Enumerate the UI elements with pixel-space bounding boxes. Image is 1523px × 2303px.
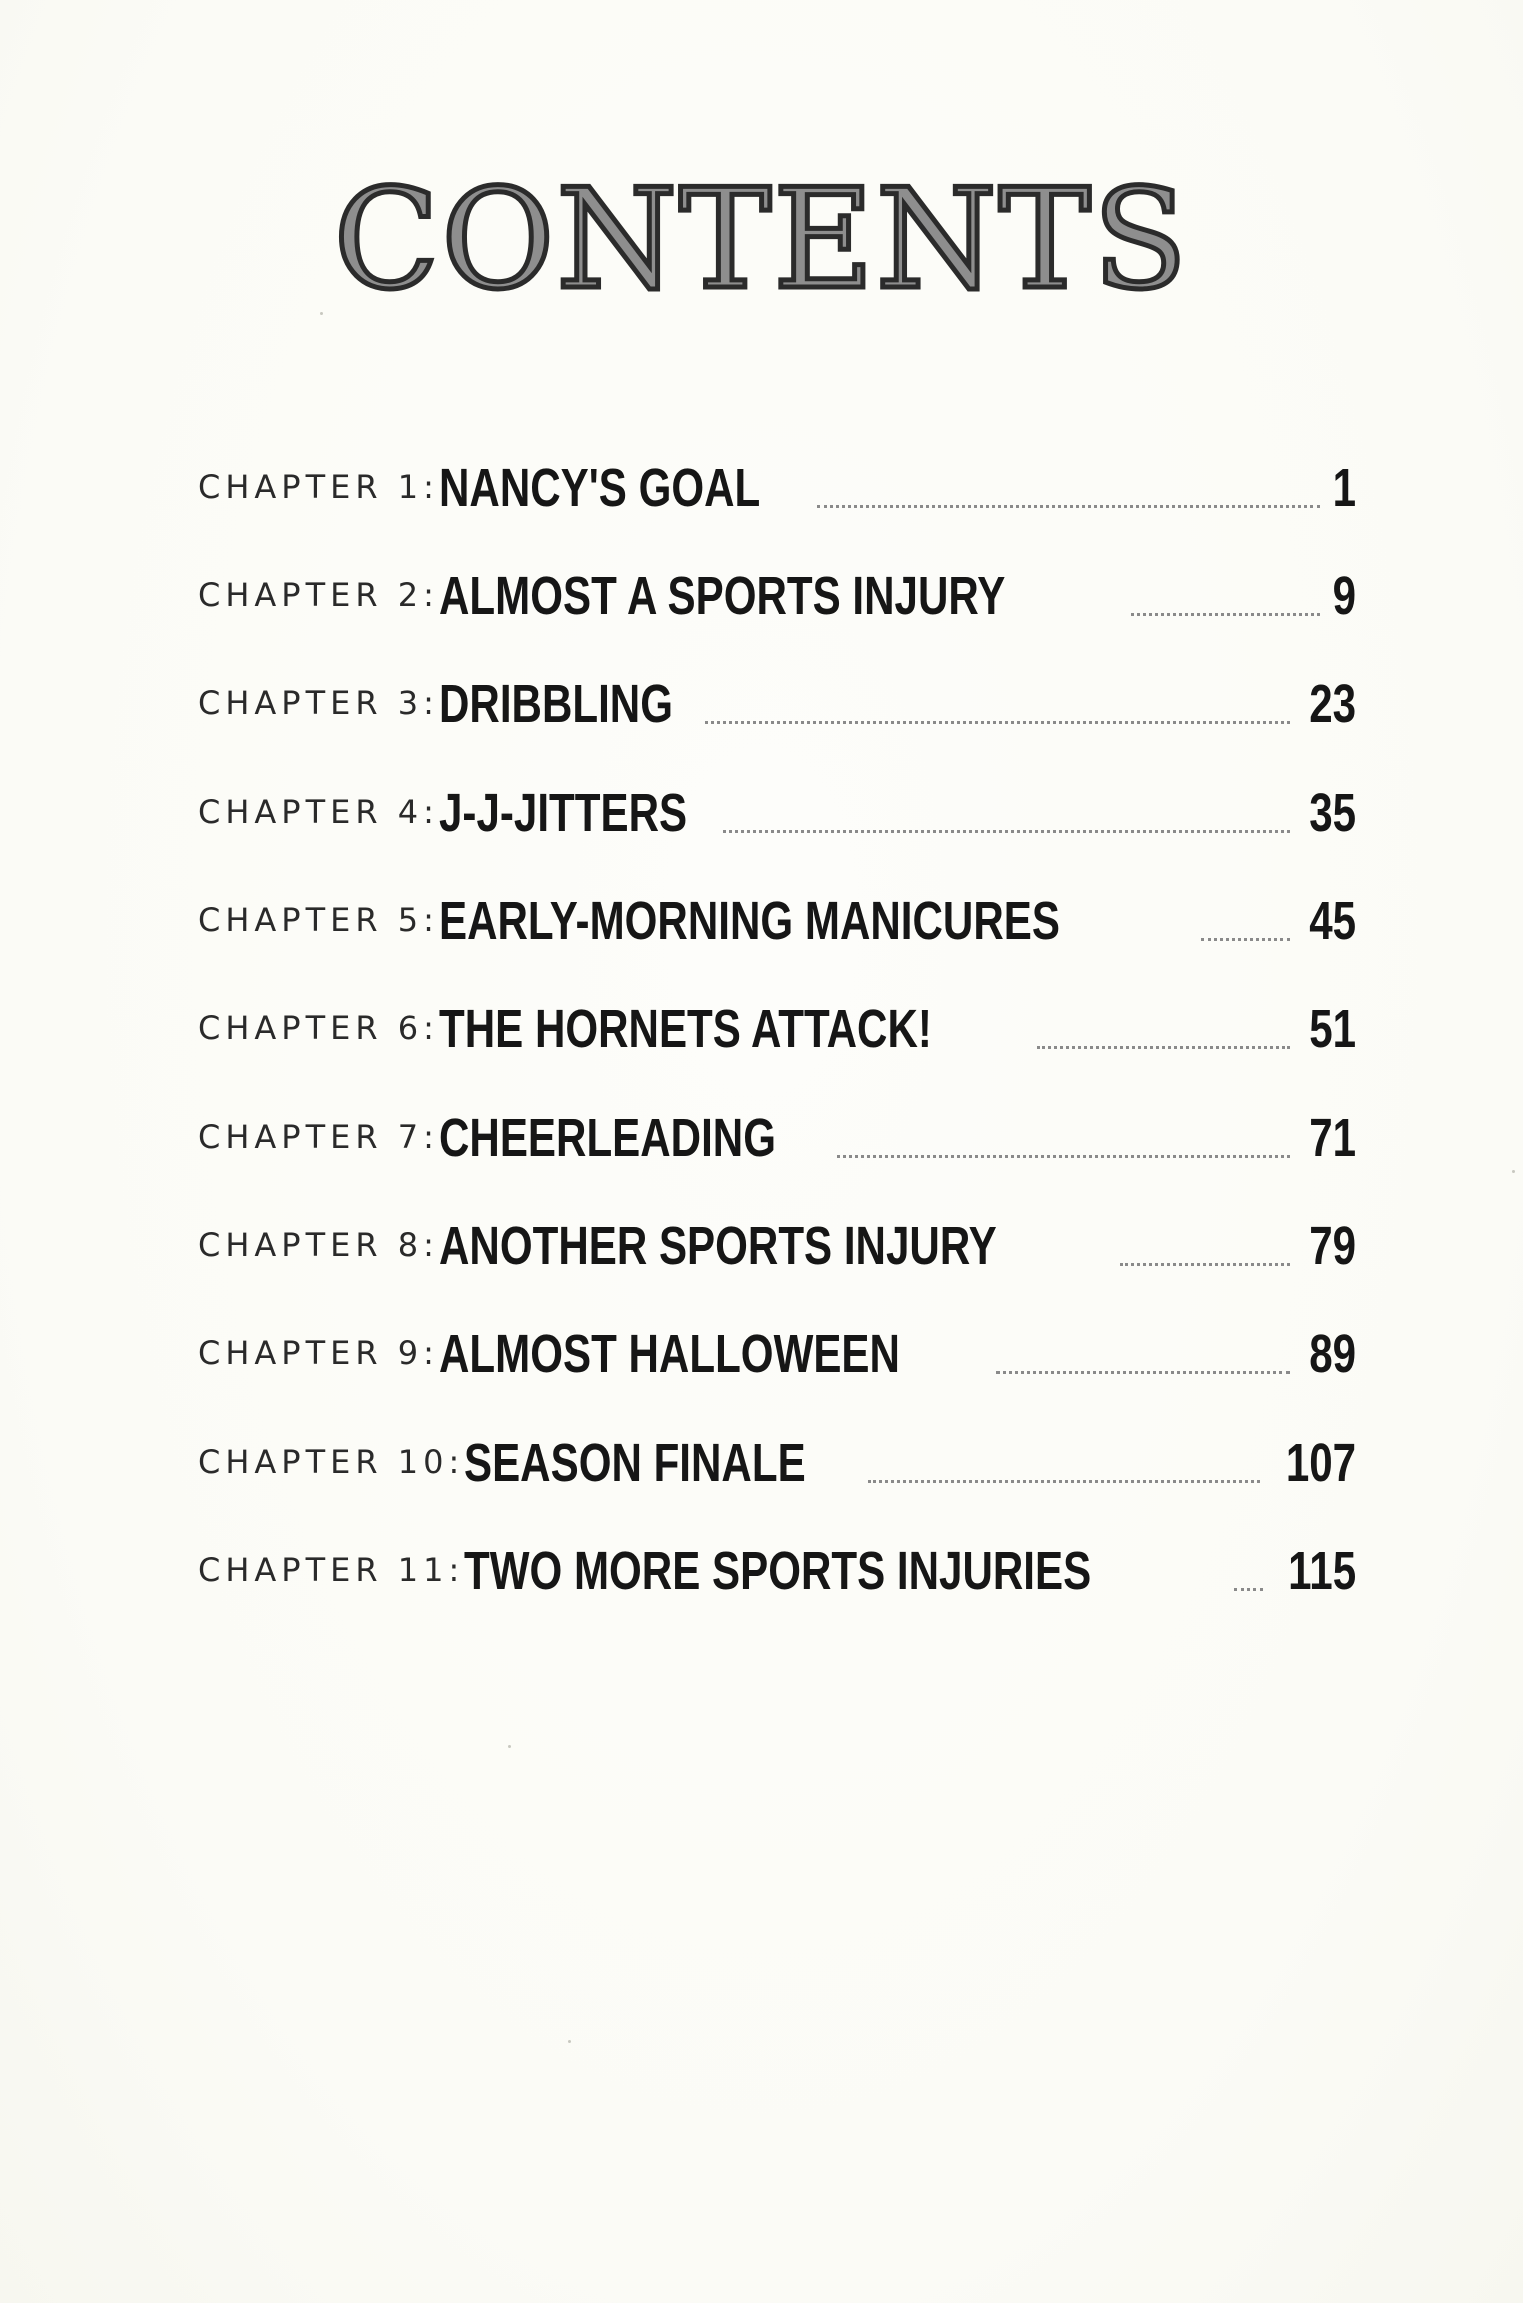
page-number: 51 [1309, 999, 1356, 1059]
dot-leader [1120, 1262, 1290, 1266]
paper-speck [508, 1745, 511, 1748]
toc-entry [198, 981, 1356, 1061]
toc-entry [198, 873, 1356, 953]
paper-speck [320, 312, 323, 315]
chapter-label: CHAPTER 2: [198, 576, 439, 614]
dot-leader [868, 1479, 1260, 1483]
chapter-label: CHAPTER 1: [198, 468, 439, 506]
chapter-title: CHEERLEADING [438, 1108, 776, 1168]
page-number: 89 [1309, 1324, 1356, 1384]
dot-leader [996, 1370, 1290, 1374]
chapter-title: NANCY'S GOAL [438, 458, 761, 518]
dot-leader [817, 504, 1320, 508]
chapter-title: EARLY-MORNING MANICURES [438, 891, 1060, 951]
chapter-title: DRIBBLING [438, 674, 673, 734]
chapter-label: CHAPTER 7: [198, 1118, 439, 1156]
page-number: 71 [1309, 1108, 1356, 1168]
chapter-label: CHAPTER 3: [198, 684, 439, 722]
chapter-title: TWO MORE SPORTS INJURIES [464, 1541, 1092, 1601]
page-number: 115 [1288, 1541, 1356, 1601]
page-number: 1 [1332, 458, 1356, 518]
chapter-label: CHAPTER 10: [198, 1443, 465, 1481]
toc-entry [198, 1415, 1356, 1495]
chapter-title: J-J-JITTERS [438, 783, 688, 843]
chapter-label: CHAPTER 5: [198, 901, 439, 939]
chapter-label: CHAPTER 8: [198, 1226, 439, 1264]
page-number: 23 [1309, 674, 1356, 734]
paper-speck [1512, 1170, 1515, 1173]
toc-entry [198, 656, 1356, 736]
chapter-title: ALMOST A SPORTS INJURY [438, 566, 1006, 626]
page-number: 107 [1285, 1433, 1356, 1493]
chapter-label: CHAPTER 4: [198, 793, 439, 831]
dot-leader [1201, 937, 1290, 941]
chapter-title: ALMOST HALLOWEEN [438, 1324, 900, 1384]
chapter-title: ANOTHER SPORTS INJURY [438, 1216, 997, 1276]
chapter-label: CHAPTER 11: [198, 1551, 465, 1589]
dot-leader [1131, 612, 1320, 616]
page-number: 45 [1309, 891, 1356, 951]
toc-entry [198, 1523, 1356, 1603]
paper-speck [568, 2040, 571, 2043]
page-number: 79 [1309, 1216, 1356, 1276]
page-number: 9 [1332, 566, 1356, 626]
toc-entry [198, 765, 1356, 845]
dot-leader [705, 720, 1290, 724]
chapter-label: CHAPTER 6: [198, 1009, 439, 1047]
toc-entry [198, 1090, 1356, 1170]
toc-entry [198, 1198, 1356, 1278]
dot-leader [1234, 1587, 1263, 1591]
dot-leader [1037, 1045, 1290, 1049]
page-title: CONTENTS [333, 159, 1190, 320]
dot-leader [723, 829, 1290, 833]
chapter-label: CHAPTER 9: [198, 1334, 439, 1372]
dot-leader [837, 1154, 1290, 1158]
toc-entry [198, 548, 1356, 628]
chapter-title: THE HORNETS ATTACK! [438, 999, 932, 1059]
toc-entry [198, 440, 1356, 520]
toc-entry [198, 1306, 1356, 1386]
chapter-title: SEASON FINALE [464, 1433, 806, 1493]
page-number: 35 [1309, 783, 1356, 843]
